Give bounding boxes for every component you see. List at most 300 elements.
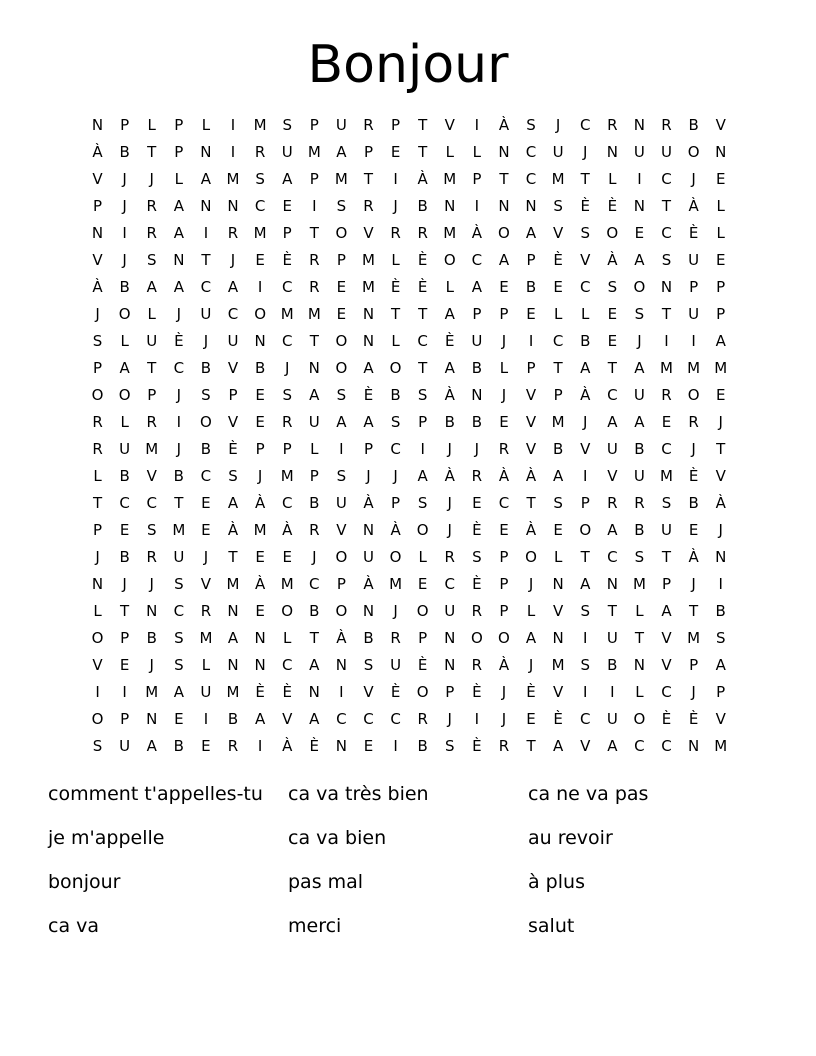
grid-letter[interactable]: B [200, 440, 212, 458]
grid-letter[interactable]: B [471, 359, 482, 377]
grid-letter[interactable]: A [607, 737, 618, 755]
grid-letter[interactable]: E [715, 386, 726, 404]
grid-letter[interactable]: M [362, 251, 375, 269]
grid-letter[interactable]: S [390, 413, 401, 431]
grid-letter[interactable]: B [200, 359, 212, 377]
grid-letter[interactable]: N [498, 143, 510, 161]
grid-letter[interactable]: N [606, 143, 618, 161]
grid-letter[interactable]: O [335, 332, 348, 350]
grid-letter[interactable]: O [91, 629, 104, 647]
grid-letter[interactable]: À [227, 521, 239, 539]
grid-letter[interactable]: B [634, 440, 645, 458]
grid-letter[interactable]: C [579, 278, 591, 296]
grid-letter[interactable]: P [716, 683, 726, 701]
grid-letter[interactable]: O [335, 224, 348, 242]
grid-letter[interactable]: J [718, 521, 723, 539]
grid-letter[interactable]: À [254, 494, 266, 512]
grid-letter[interactable]: E [363, 737, 374, 755]
grid-letter[interactable]: C [661, 737, 672, 755]
grid-letter[interactable]: A [580, 359, 591, 377]
grid-letter[interactable]: J [447, 440, 452, 458]
grid-letter[interactable]: N [146, 710, 158, 728]
grid-letter[interactable]: A [525, 629, 537, 647]
grid-letter[interactable]: L [499, 359, 509, 377]
grid-letter[interactable]: T [418, 305, 428, 323]
grid-letter[interactable]: C [281, 494, 293, 512]
grid-letter[interactable]: J [447, 710, 452, 728]
grid-letter[interactable]: À [607, 251, 618, 269]
grid-letter[interactable]: S [363, 656, 374, 674]
grid-letter[interactable]: A [119, 359, 130, 377]
grid-letter[interactable]: C [254, 197, 266, 215]
grid-letter[interactable]: I [257, 278, 263, 296]
grid-letter[interactable]: J [691, 575, 696, 593]
grid-letter[interactable]: N [498, 197, 510, 215]
grid-letter[interactable]: U [606, 440, 618, 458]
grid-letter[interactable]: O [335, 602, 348, 620]
grid-letter[interactable]: U [633, 467, 645, 485]
grid-letter[interactable]: E [119, 656, 130, 674]
grid-letter[interactable]: I [339, 440, 344, 458]
grid-letter[interactable]: P [553, 386, 563, 404]
grid-letter[interactable]: À [471, 224, 482, 242]
grid-letter[interactable]: B [119, 467, 130, 485]
grid-letter[interactable]: V [92, 170, 103, 188]
grid-letter[interactable]: A [282, 170, 293, 188]
grid-letter[interactable]: P [499, 575, 509, 593]
grid-letter[interactable]: L [120, 413, 129, 431]
grid-letter[interactable]: T [580, 548, 590, 566]
grid-letter[interactable]: J [555, 116, 561, 134]
grid-letter[interactable]: N [254, 332, 266, 350]
grid-letter[interactable]: O [254, 305, 267, 323]
grid-letter[interactable]: A [173, 197, 184, 215]
grid-letter[interactable]: I [637, 170, 642, 188]
grid-letter[interactable]: V [580, 251, 591, 269]
grid-letter[interactable]: V [200, 575, 212, 593]
grid-letter[interactable]: M [551, 413, 565, 431]
grid-letter[interactable]: T [418, 116, 428, 134]
grid-letter[interactable]: J [149, 575, 154, 593]
grid-letter[interactable]: U [335, 116, 347, 134]
grid-letter[interactable]: J [501, 386, 507, 404]
grid-letter[interactable]: À [498, 116, 510, 134]
grid-letter[interactable]: E [526, 710, 536, 728]
grid-letter[interactable]: A [336, 143, 347, 161]
grid-letter[interactable]: P [309, 116, 319, 134]
grid-letter[interactable]: M [551, 656, 565, 674]
grid-letter[interactable]: A [580, 575, 591, 593]
grid-letter[interactable]: B [634, 521, 645, 539]
grid-letter[interactable]: L [391, 332, 400, 350]
grid-letter[interactable]: À [92, 143, 103, 161]
grid-letter[interactable]: P [228, 386, 238, 404]
grid-letter[interactable]: M [226, 170, 240, 188]
grid-letter[interactable]: R [309, 278, 320, 296]
grid-letter[interactable]: V [553, 683, 564, 701]
grid-letter[interactable]: N [444, 197, 456, 215]
grid-letter[interactable]: A [607, 413, 618, 431]
grid-letter[interactable]: R [390, 224, 401, 242]
grid-letter[interactable]: R [607, 116, 618, 134]
grid-letter[interactable]: R [363, 116, 374, 134]
grid-letter[interactable]: E [499, 521, 509, 539]
grid-letter[interactable]: A [498, 251, 510, 269]
grid-letter[interactable]: B [119, 143, 130, 161]
grid-letter[interactable]: T [553, 359, 563, 377]
grid-letter[interactable]: V [553, 224, 564, 242]
grid-letter[interactable]: N [606, 575, 618, 593]
grid-letter[interactable]: V [525, 440, 537, 458]
grid-letter[interactable]: V [525, 386, 537, 404]
grid-letter[interactable]: I [474, 197, 480, 215]
grid-letter[interactable]: È [445, 332, 455, 350]
grid-letter[interactable]: S [228, 467, 238, 485]
grid-letter[interactable]: M [551, 170, 565, 188]
grid-letter[interactable]: T [526, 494, 536, 512]
grid-letter[interactable]: L [581, 305, 590, 323]
grid-letter[interactable]: J [176, 440, 182, 458]
grid-letter[interactable]: M [280, 575, 294, 593]
grid-letter[interactable]: R [92, 440, 103, 458]
grid-letter[interactable]: L [553, 305, 563, 323]
grid-letter[interactable]: P [716, 278, 726, 296]
grid-letter[interactable]: C [146, 494, 157, 512]
grid-letter[interactable]: B [173, 737, 184, 755]
grid-letter[interactable]: J [501, 332, 507, 350]
grid-letter[interactable]: È [526, 683, 536, 701]
grid-letter[interactable]: S [201, 386, 211, 404]
grid-letter[interactable]: È [553, 251, 563, 269]
grid-letter[interactable]: V [282, 710, 293, 728]
grid-letter[interactable]: M [226, 575, 240, 593]
grid-letter[interactable]: I [230, 116, 236, 134]
grid-letter[interactable]: I [176, 413, 182, 431]
grid-letter[interactable]: O [443, 251, 456, 269]
grid-letter[interactable]: À [580, 386, 591, 404]
grid-letter[interactable]: P [282, 440, 292, 458]
grid-letter[interactable]: S [553, 197, 563, 215]
grid-letter[interactable]: S [661, 494, 672, 512]
grid-letter[interactable]: È [688, 710, 699, 728]
grid-letter[interactable]: M [714, 359, 728, 377]
grid-letter[interactable]: C [579, 710, 591, 728]
grid-letter[interactable]: R [634, 494, 645, 512]
grid-letter[interactable]: T [526, 737, 536, 755]
grid-letter[interactable]: N [227, 602, 239, 620]
grid-letter[interactable]: P [174, 116, 184, 134]
grid-letter[interactable]: E [255, 251, 265, 269]
grid-letter[interactable]: N [335, 656, 347, 674]
grid-letter[interactable]: R [146, 413, 157, 431]
grid-letter[interactable]: V [715, 710, 726, 728]
grid-letter[interactable]: R [227, 224, 239, 242]
grid-letter[interactable]: À [417, 170, 428, 188]
grid-letter[interactable]: M [443, 224, 457, 242]
grid-letter[interactable]: À [525, 467, 537, 485]
grid-letter[interactable]: J [583, 413, 588, 431]
grid-letter[interactable]: L [93, 467, 102, 485]
grid-letter[interactable]: I [583, 629, 588, 647]
grid-letter[interactable]: P [445, 683, 455, 701]
grid-letter[interactable]: À [498, 467, 510, 485]
grid-letter[interactable]: C [281, 332, 293, 350]
grid-letter[interactable]: C [281, 656, 293, 674]
grid-letter[interactable]: O [470, 629, 483, 647]
grid-letter[interactable]: T [147, 143, 157, 161]
grid-letter[interactable]: N [146, 602, 158, 620]
grid-letter[interactable]: N [362, 521, 375, 539]
grid-letter[interactable]: O [91, 710, 104, 728]
grid-letter[interactable]: C [661, 440, 672, 458]
grid-letter[interactable]: S [472, 548, 482, 566]
grid-letter[interactable]: T [661, 197, 672, 215]
grid-letter[interactable]: M [632, 575, 646, 593]
grid-letter[interactable]: A [553, 467, 564, 485]
grid-letter[interactable]: R [146, 224, 157, 242]
grid-letter[interactable]: T [661, 548, 672, 566]
grid-letter[interactable]: V [607, 467, 618, 485]
grid-letter[interactable]: V [92, 656, 103, 674]
grid-letter[interactable]: S [336, 386, 347, 404]
grid-letter[interactable]: À [688, 548, 699, 566]
grid-letter[interactable]: L [635, 602, 644, 620]
grid-letter[interactable]: I [257, 737, 263, 755]
grid-letter[interactable]: S [580, 656, 590, 674]
grid-letter[interactable]: L [391, 251, 400, 269]
grid-letter[interactable]: J [176, 305, 182, 323]
grid-letter[interactable]: P [526, 251, 536, 269]
grid-letter[interactable]: I [122, 683, 127, 701]
grid-letter[interactable]: È [472, 575, 482, 593]
grid-letter[interactable]: C [200, 278, 212, 296]
grid-letter[interactable]: N [91, 575, 104, 593]
grid-letter[interactable]: O [687, 143, 700, 161]
grid-letter[interactable]: B [309, 602, 320, 620]
grid-letter[interactable]: E [282, 197, 292, 215]
grid-letter[interactable]: E [688, 521, 699, 539]
grid-letter[interactable]: U [227, 332, 239, 350]
grid-letter[interactable]: O [606, 224, 619, 242]
grid-letter[interactable]: I [718, 575, 723, 593]
grid-letter[interactable]: I [339, 683, 344, 701]
grid-letter[interactable]: A [363, 359, 374, 377]
grid-letter[interactable]: E [715, 251, 726, 269]
grid-letter[interactable]: L [201, 656, 211, 674]
grid-letter[interactable]: T [363, 170, 374, 188]
grid-letter[interactable]: S [174, 629, 184, 647]
grid-letter[interactable]: C [200, 467, 212, 485]
grid-letter[interactable]: U [606, 629, 618, 647]
grid-letter[interactable]: S [661, 251, 672, 269]
grid-letter[interactable]: C [363, 710, 374, 728]
grid-letter[interactable]: E [607, 332, 618, 350]
grid-letter[interactable]: À [92, 278, 103, 296]
grid-letter[interactable]: B [580, 332, 591, 350]
grid-letter[interactable]: J [528, 656, 534, 674]
grid-letter[interactable]: À [282, 521, 293, 539]
grid-letter[interactable]: È [282, 251, 292, 269]
grid-letter[interactable]: O [498, 629, 510, 647]
grid-letter[interactable]: M [443, 170, 457, 188]
grid-letter[interactable]: B [417, 197, 428, 215]
grid-letter[interactable]: V [227, 413, 239, 431]
grid-letter[interactable]: J [393, 467, 398, 485]
grid-letter[interactable]: A [227, 494, 239, 512]
grid-letter[interactable]: M [334, 170, 348, 188]
grid-letter[interactable]: U [661, 521, 672, 539]
grid-letter[interactable]: T [607, 602, 617, 620]
grid-letter[interactable]: À [444, 467, 455, 485]
grid-letter[interactable]: E [255, 602, 265, 620]
grid-letter[interactable]: R [661, 116, 672, 134]
grid-letter[interactable]: N [715, 143, 727, 161]
grid-letter[interactable]: S [580, 224, 590, 242]
grid-letter[interactable]: E [526, 305, 536, 323]
grid-letter[interactable]: A [254, 710, 266, 728]
grid-letter[interactable]: B [173, 467, 184, 485]
grid-letter[interactable]: J [691, 170, 696, 188]
grid-letter[interactable]: A [417, 467, 428, 485]
grid-letter[interactable]: P [309, 170, 319, 188]
grid-letter[interactable]: C [525, 143, 537, 161]
grid-letter[interactable]: È [255, 683, 265, 701]
grid-letter[interactable]: N [308, 359, 320, 377]
grid-letter[interactable]: T [201, 251, 211, 269]
grid-letter[interactable]: O [687, 386, 700, 404]
grid-letter[interactable]: È [363, 386, 374, 404]
grid-letter[interactable]: S [445, 737, 455, 755]
grid-letter[interactable]: N [335, 737, 347, 755]
grid-letter[interactable]: S [92, 332, 103, 350]
grid-letter[interactable]: C [498, 494, 510, 512]
grid-letter[interactable]: À [715, 494, 726, 512]
grid-letter[interactable]: A [607, 521, 618, 539]
grid-letter[interactable]: L [635, 683, 644, 701]
grid-letter[interactable]: N [552, 575, 564, 593]
grid-letter[interactable]: È [174, 332, 184, 350]
grid-letter[interactable]: J [257, 467, 263, 485]
grid-letter[interactable]: L [418, 548, 427, 566]
grid-letter[interactable]: C [444, 575, 455, 593]
grid-letter[interactable]: R [146, 548, 157, 566]
grid-letter[interactable]: S [92, 737, 103, 755]
grid-letter[interactable]: R [498, 440, 510, 458]
grid-letter[interactable]: P [120, 710, 130, 728]
grid-letter[interactable]: R [417, 710, 428, 728]
grid-letter[interactable]: P [93, 521, 103, 539]
grid-letter[interactable]: I [583, 467, 588, 485]
grid-letter[interactable]: M [199, 629, 213, 647]
grid-letter[interactable]: T [174, 494, 184, 512]
grid-letter[interactable]: N [633, 656, 646, 674]
grid-letter[interactable]: A [173, 224, 184, 242]
grid-letter[interactable]: S [526, 116, 536, 134]
grid-letter[interactable]: C [309, 575, 320, 593]
grid-letter[interactable]: C [281, 278, 293, 296]
grid-letter[interactable]: J [122, 197, 127, 215]
grid-letter[interactable]: J [366, 467, 371, 485]
grid-letter[interactable]: C [417, 332, 428, 350]
grid-letter[interactable]: B [688, 494, 699, 512]
grid-letter[interactable]: J [718, 413, 723, 431]
grid-letter[interactable]: À [363, 575, 374, 593]
grid-letter[interactable]: N [173, 251, 185, 269]
grid-letter[interactable]: M [362, 278, 375, 296]
grid-letter[interactable]: N [91, 116, 104, 134]
grid-letter[interactable]: R [417, 224, 428, 242]
grid-letter[interactable]: J [95, 305, 100, 323]
grid-letter[interactable]: N [687, 737, 700, 755]
grid-letter[interactable]: T [92, 494, 103, 512]
grid-letter[interactable]: V [336, 521, 347, 539]
grid-letter[interactable]: E [255, 386, 265, 404]
grid-letter[interactable]: C [525, 170, 537, 188]
grid-letter[interactable]: L [147, 305, 156, 323]
grid-letter[interactable]: B [309, 494, 320, 512]
grid-letter[interactable]: C [579, 116, 591, 134]
grid-letter[interactable]: P [363, 440, 373, 458]
grid-letter[interactable]: R [661, 386, 672, 404]
grid-letter[interactable]: C [552, 332, 564, 350]
grid-letter[interactable]: J [501, 710, 507, 728]
grid-letter[interactable]: C [227, 305, 239, 323]
grid-letter[interactable]: A [173, 683, 184, 701]
grid-letter[interactable]: R [200, 602, 212, 620]
grid-letter[interactable]: I [664, 332, 669, 350]
grid-letter[interactable]: À [336, 629, 347, 647]
grid-letter[interactable]: C [661, 224, 672, 242]
grid-letter[interactable]: A [471, 278, 482, 296]
grid-letter[interactable]: M [145, 683, 159, 701]
grid-letter[interactable]: À [525, 521, 537, 539]
grid-letter[interactable]: À [282, 737, 293, 755]
grid-letter[interactable]: J [149, 170, 154, 188]
grid-letter[interactable]: B [227, 710, 239, 728]
grid-letter[interactable]: T [634, 629, 644, 647]
grid-letter[interactable]: J [122, 251, 127, 269]
grid-letter[interactable]: È [580, 197, 590, 215]
grid-letter[interactable]: P [689, 656, 699, 674]
grid-letter[interactable]: R [471, 467, 483, 485]
grid-letter[interactable]: M [389, 575, 403, 593]
grid-letter[interactable]: O [118, 386, 131, 404]
grid-letter[interactable]: È [688, 224, 699, 242]
grid-letter[interactable]: N [200, 143, 212, 161]
grid-letter[interactable]: A [634, 359, 645, 377]
grid-letter[interactable]: N [227, 197, 239, 215]
grid-letter[interactable]: P [526, 359, 536, 377]
grid-letter[interactable]: C [661, 683, 672, 701]
grid-letter[interactable]: M [253, 224, 267, 242]
grid-letter[interactable]: M [307, 305, 321, 323]
grid-letter[interactable]: V [92, 251, 103, 269]
grid-letter[interactable]: E [417, 575, 428, 593]
grid-letter[interactable]: È [472, 683, 482, 701]
grid-letter[interactable]: E [715, 170, 726, 188]
grid-letter[interactable]: B [444, 413, 455, 431]
grid-letter[interactable]: I [122, 224, 127, 242]
grid-letter[interactable]: J [447, 521, 452, 539]
grid-letter[interactable]: J [95, 548, 100, 566]
grid-letter[interactable]: A [553, 737, 564, 755]
grid-letter[interactable]: S [174, 656, 184, 674]
grid-letter[interactable]: O [281, 602, 294, 620]
grid-letter[interactable]: U [200, 305, 212, 323]
grid-letter[interactable]: S [417, 494, 428, 512]
grid-letter[interactable]: E [119, 521, 130, 539]
grid-letter[interactable]: E [661, 413, 672, 431]
